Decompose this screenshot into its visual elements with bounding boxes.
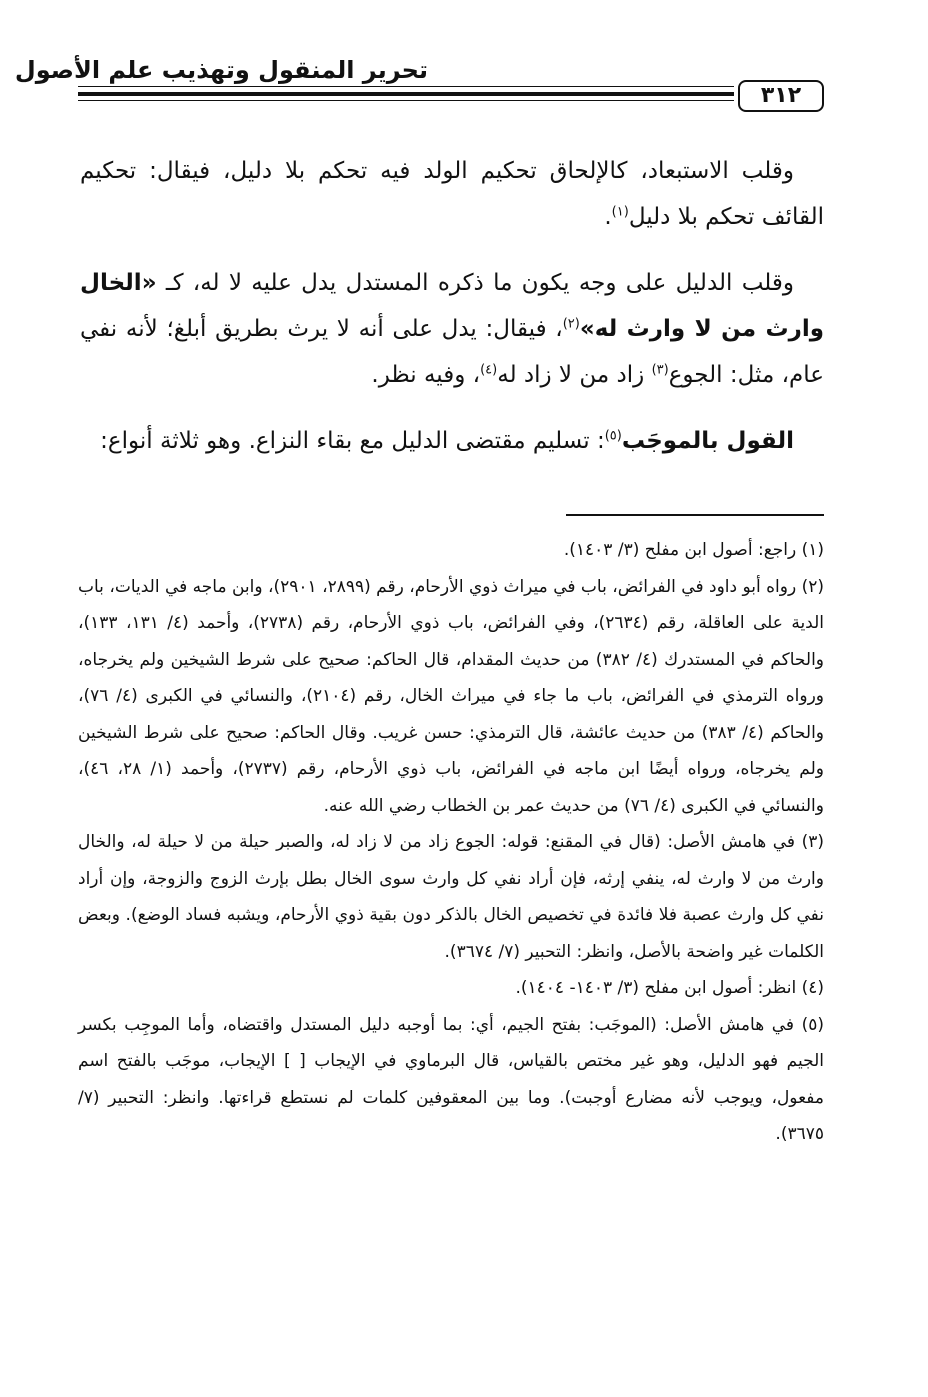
page-number: ٣١٢ — [738, 80, 824, 112]
p3-text: : تسليم مقتضى الدليل مع بقاء النزاع. وهو ثلاثة أنواع: — [100, 428, 605, 454]
p2-text-b: ، فيقال: يدل على أنه لا يرث بطريق أبلغ؛ لأنه نفي عام، مثل: الجوع — [80, 316, 824, 388]
footnote-4: (٤) انظر: أصول ابن مفلح (٣/ ١٤٠٣- ١٤٠٤). — [515, 978, 824, 998]
paragraph-3 — [80, 418, 824, 464]
paragraph-1 — [80, 148, 824, 240]
header-rule-thin-bottom — [78, 100, 734, 101]
footnote-5: (٥) في هامش الأصل: (الموجَب: بفتح الجيم، أي: بما أوجبه دليل المستدل واقتضاه، وأما الموجِب بكسر الجيم فهو الدليل، وهو غير مختص بالقياس، قال البرماوي في الإيجاب [ ] الإيجاب، موجَب بالفتح اسم مفعول، ويوجب لأنه مضارع أوجبت). وما بين المعقوفين كلمات لم نستطع قراءتها. وانظر: التحبير (٧/ ٣٦٧٥). — [78, 1014, 824, 1144]
header-rule-thin-top — [78, 86, 734, 87]
p1-end: . — [604, 204, 612, 230]
page-header — [14, 50, 824, 108]
footnotes — [78, 532, 824, 1153]
footnote-ref-1[interactable]: (١) — [611, 204, 629, 220]
footnote-1: (١) راجع: أصول ابن مفلح (٣/ ١٤٠٣). — [563, 540, 824, 560]
footnote-ref-5[interactable]: (٥) — [604, 428, 622, 444]
running-title: تحرير المنقول وتهذيب علم الأصول — [14, 56, 428, 84]
footnote-3: (٣) في هامش الأصل: (قال في المقنع: قوله: الجوع زاد من لا زاد له، والصبر حيلة من لا حيلة له، والخال وارث من لا وارث له، ينفي إرثه، فإن أراد نفي كل وارث سوى الخال بطل بإرث الزوج والزوجة، وإن أراد نفي كل وارث عصبة فلا فائدة في تخصيص الخال بالذكر دون بقية ذوي الأرحام، ويشبه فساد الوضع). وبعض الكلمات غير واضحة بالأصل، وانظر: التحبير (٧/ ٣٦٧٤). — [78, 832, 824, 962]
footnote-ref-3[interactable]: (٣) — [651, 362, 669, 378]
p2-text-c: زاد من لا زاد له — [497, 362, 652, 388]
p2-text-d: ، وفيه نظر. — [371, 362, 481, 388]
footnote-ref-4[interactable]: (٤) — [480, 362, 498, 378]
footnote-2: (٢) رواه أبو داود في الفرائض، باب في ميراث ذوي الأرحام، رقم (٢٨٩٩، ٢٩٠١)، وابن ماجه في الديات، باب الدية على العاقلة، رقم (٢٦٣٤)، وفي الفرائض، باب ذوي الأرحام، رقم (٢٧٣٨)، وأحمد (٤/ ١٣١، ١٣٣)، والحاكم في المستدرك (٤/ ٣٨٢) من حديث المقدام، قال الحاكم: صحيح على شرط الشيخين ولم يخرجاه، ورواه الترمذي في الفرائض، باب ما جاء في ميراث الخال، رقم (٢١٠٤)، والنسائي في الكبرى (٤/ ٧٦)، والحاكم (٤/ ٣٨٣) من حديث عائشة، قال الترمذي: حسن غريب. وقال الحاكم: صحيح على شرط الشيخين ولم يخرجاه، ورواه أيضًا ابن ماجه في الفرائض، باب ذوي الأرحام، رقم (٢٧٣٧)، وأحمد (١/ ٢٨، ٤٦)، والنسائي في الكبرى (٤/ ٧٦) من حديث عمر بن الخطاب رضي الله عنه. — [78, 576, 825, 816]
p2-hadith-quote: «الخال وارث من لا وارث له» — [80, 270, 824, 342]
footnote-separator — [566, 514, 824, 516]
p2-text-a: وقلب الدليل على وجه يكون ما ذكره المستدل يدل عليه لا له، كـ — [156, 270, 794, 296]
p3-term: القول بالموجَب — [621, 428, 794, 454]
footnote-ref-2[interactable]: (٢) — [562, 316, 580, 332]
p1-text: وقلب الاستبعاد، كالإلحاق تحكيم الولد فيه تحكم بلا دليل، فيقال: تحكيم القائف تحكم بلا دليل — [80, 158, 824, 230]
main-text — [80, 148, 824, 484]
header-rule-thick — [78, 92, 734, 96]
paragraph-2 — [80, 260, 824, 398]
